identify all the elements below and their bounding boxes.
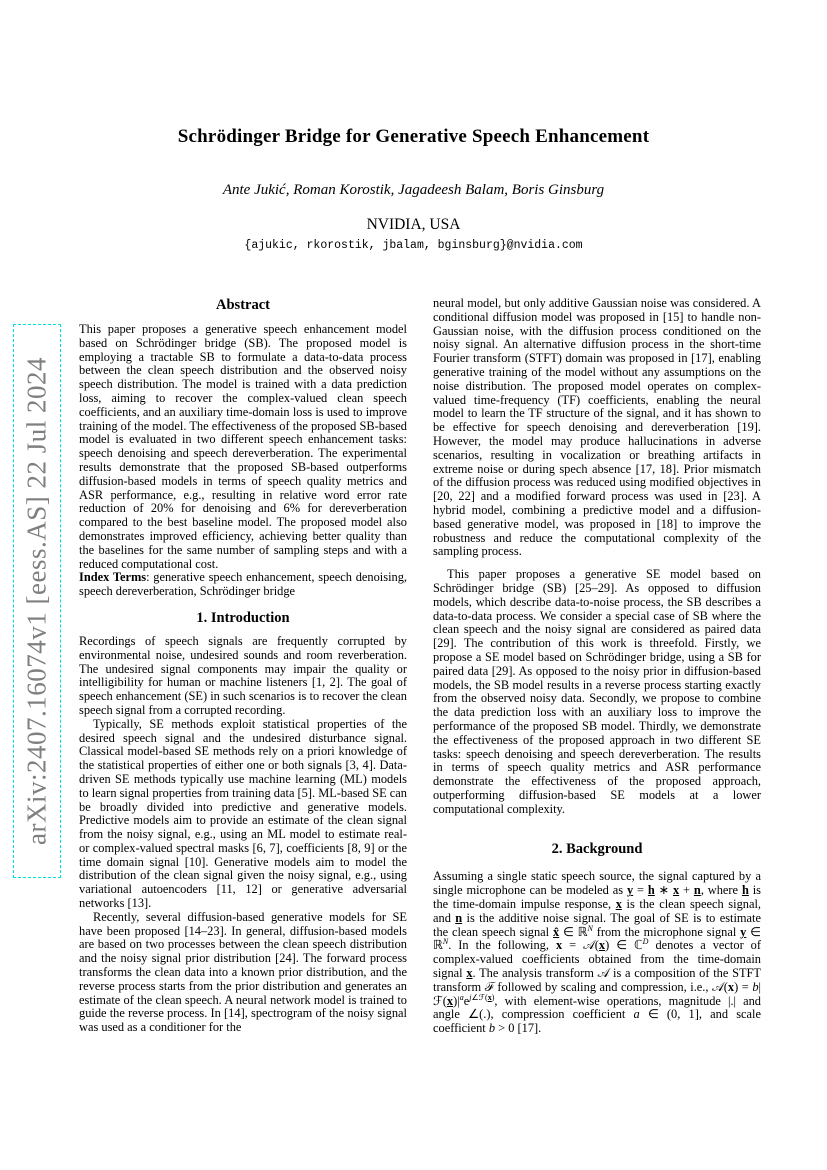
introduction-paragraph-3-continued: neural model, but only additive Gaussian noise was considered. A conditional diffusion model was proposed in [15] to handle non-Gaussian noise, with the diffusion process conditioned on the noisy signal. An alternative diffusion process in the short-time Fourier transform (STFT) domain was proposed in [17], enabling generative training of the model without any assumptions on the noise distribution. The proposed model operates on complex-valued time-frequency (TF) coefficients, enabling the neural model to learn the TF structure of the signal, and it has shown to be effective for speech denoising and dereverberation [19]. However, the model may produce hallucinations in adverse scenarios, resulting in vocalization or breathing artifacts in extreme noise or during spech absence [17, 18]. Prior mismatch of the diffusion process was reduced using modified objectives in [20, 22] and a modified forward process was used in [23]. A hybrid model, combining a predictive model and a diffusion-based generative model, was proposed in [18] to improve the robustness and reduce the computational complexity of the sampling process. (433, 296, 761, 559)
paper-header (0, 0, 827, 252)
arxiv-watermark (13, 324, 61, 878)
paper-affiliation: NVIDIA, USA (366, 216, 461, 233)
introduction-paragraph-1: Recordings of speech signals are frequently corrupted by environmental noise, undesired sounds and room reverberation. The undesired signal components may impair the quality or intelligibility for human or machine listeners [1, 2]. The goal of speech enhancement (SE) in such scenarios is to recover the clean speech signal from a corrupted recording. (79, 633, 407, 717)
paper-email: {ajukic, rkorostik, jbalam, bginsburg}@nvidia.com (244, 239, 583, 252)
abstract-heading: Abstract (216, 297, 270, 313)
index-terms-paragraph: Index Terms: generative speech enhancement, speech denoising, speech dereverberation, Schrödinger bridge (79, 570, 407, 599)
paper-authors: Ante Jukić, Roman Korostik, Jagadeesh Balam, Boris Ginsburg (222, 182, 605, 198)
introduction-heading: 1. Introduction (196, 609, 290, 626)
introduction-paragraph-3: Recently, several diffusion-based generative models for SE have been proposed [14–23]. In general, diffusion-based models are based on two processes between the clean speech distribution and the noisy signal prior distribution [24]. The forward process transforms the clean data into a known prior distribution, and the reverse process starts from the prior distribution and generates an estimate of the clean speech. A neural network model is trained to guide the reverse process. In [14], spectrogram of the noisy signal was used as a conditioner for the (79, 909, 407, 1035)
background-heading: 2. Background (551, 841, 643, 858)
arxiv-watermark-text: arXiv:2407.16074v1 [eess.AS] 22 Jul 2024 (21, 357, 52, 845)
introduction-paragraph-2: Typically, SE methods exploit statistical properties of the desired speech signal and the undesired disturbance signal. Classical model-based SE methods rely on a priori knowledge of the statistical properties of either one or both signals [3, 4]. Data-driven SE methods typically use machine learning (ML) models to learn signal properties from training data [5]. ML-based SE can be broadly divided into predictive and generative models. Predictive models aim to provide an estimate of the clean signal from the noisy signal, e.g., using an ML model to estimate real- or complex-valued spectral masks [6, 7], coefficients [8, 9] or the time domain signal [10]. Generative models aim to model the distribution of the clean signal given the noisy signal, e.g., using variational autoencoders [11, 12] or generative adversarial networks [13]. (79, 716, 407, 911)
left-column (79, 297, 407, 1035)
background-paragraph-1: Assuming a single static speech source, the signal captured by a single microphone can be modeled as y = h ∗ x + n, where h is the time-domain impulse response, x is the clean speech signal, and n is the additive noise signal. The goal of SE is to estimate the clean speech signal x̂ ∈ ℝ$^N$ from the microphone signal y ∈ ℝ$^N$. In the following, x = 𝒜(x) ∈ ℂ$^D$ denotes a vector of complex-valued coefficients obtained from the time-domain signal x. The analysis transform 𝒜 is a composition of the STFT transform ℱ followed by scaling and compression, i.e., 𝒜(x) = $b|ℱ(x)|^ae^{j\angle ℱ(x)}$, with element-wise operations, magnitude |.| and angle ∠(.), compression coefficient a ∈ (0, 1], and scale coefficient b > 0 [17]. (433, 869, 762, 1036)
right-column (433, 297, 761, 1036)
abstract-paragraph: This paper proposes a generative speech enhancement model based on Schrödinger bridge (SB). The proposed model is employing a tractable SB to formulate a data-to-data process between the clean speech distribution and the observed noisy speech distribution. The model is trained with a data prediction loss, aiming to recover the complex-valued clean speech coefficients, and an auxiliary time-domain loss is used to improve training of the model. The effectiveness of the proposed SB-based model is evaluated in two different speech enhancement tasks: speech denoising and speech dereverberation. The experimental results demonstrate that the proposed SB-based outperforms diffusion-based models in terms of speech quality metrics and ASR performance, e.g., resulting in relative word error rate reduction of 20% for denoising and 6% for dereverberation compared to the best baseline model. The proposed model also demonstrates improved efficiency, achieving better quality than the baselines for the same number of sampling steps and with a reduced computational cost. (79, 322, 407, 571)
paper-title: Schrödinger Bridge for Generative Speech Enhancement (177, 126, 650, 147)
introduction-paragraph-4: This paper proposes a generative SE model based on Schrödinger bridge (SB) [25–29]. As opposed to diffusion models, which describe data-to-noise process, the SB describes a data-to-data process. We consider a special case of SB where the clean speech and the noisy signal are considered as paired data [29]. The contribution of this work is threefold. Firstly, we propose a SE model based on Schrödinger bridge, using a SB for paired data [29]. As opposed to the noisy prior in diffusion-based models, the SB model results in a reverse process starting exactly from the observed noisy data. Secondly, we propose to combine the data prediction loss with an auxiliary loss to improve the performance of the proposed SB model. Thirdly, we demonstrate the effectiveness of the proposed approach in two different SE tasks: speech denoising and speech dereverberation. The results in terms of speech quality metrics and ASR performance demonstrate the effectiveness of the proposed approach, outperforming diffusion-based SE models at a lower computational complexity. (433, 567, 761, 816)
